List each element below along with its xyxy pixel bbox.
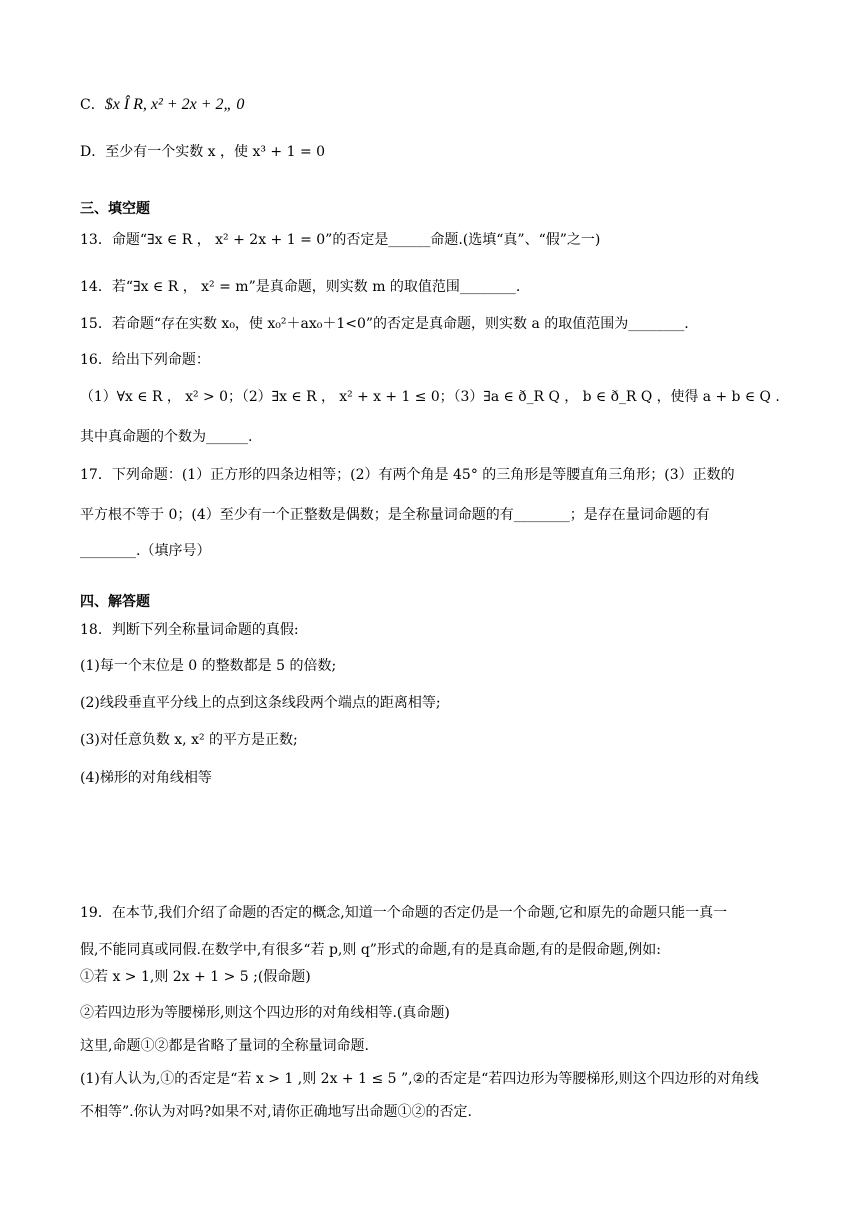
question-19-part1-line2: 不相等”.你认为对吗?如果不对,请你正确地写出命题①②的否定. (80, 1104, 473, 1120)
question-19-line1: 19．在本节,我们介绍了命题的否定的概念,知道一个命题的否定仍是一个命题,它和原先的命题只能一真一 (80, 905, 728, 921)
option-c-math: $x Î R, x² + 2x + 2„ 0 (104, 96, 245, 113)
question-16-ask: 其中真命题的个数为______. (80, 429, 253, 445)
question-18-part4: (4)梯形的对角线相等 (80, 770, 212, 786)
question-16-items: （1）∀x ∈ R ， x² > 0；（2）∃x ∈ R ， x² + x + 1 ≤ 0；（3）∃a ∈ ð_R Q ， b ∈ ð_R Q ，使得 a + b ∈ Q . (80, 389, 780, 405)
option-d: D．至少有一个实数 x ，使 x³ + 1 = 0 (80, 144, 326, 160)
section-fill-in-heading: 三、填空题 (80, 201, 150, 217)
question-19-example2: ②若四边形为等腰梯形,则这个四边形的对角线相等.(真命题) (80, 1005, 450, 1021)
question-19-note: 这里,命题①②都是省略了量词的全称量词命题. (80, 1038, 369, 1054)
question-13: 13．命题“∃x ∈ R ， x² + 2x + 1 = 0”的否定是______命题.(选填“真”、“假”之一) (80, 232, 601, 248)
question-18-part3: (3)对任意负数 x, x² 的平方是正数; (80, 732, 298, 748)
question-17-line2: 平方根不等于 0；(4）至少有一个正整数是偶数；是全称量词命题的有________；是存在量词命题的有 (80, 507, 710, 523)
question-14: 14．若“∃x ∈ R ， x² = m”是真命题，则实数 m 的取值范围________. (80, 279, 521, 295)
question-18-part2: (2)线段垂直平分线上的点到这条线段两个端点的距离相等; (80, 695, 441, 711)
question-17-line3: ________.（填序号） (80, 543, 211, 559)
option-c (80, 94, 780, 116)
question-19-part1-line1: (1)有人认为,①的否定是“若 x > 1 ,则 2x + 1 ≤ 5 ”,②的否定是“若四边形为等腰梯形,则这个四边形的对角线 (80, 1071, 759, 1087)
question-19-example1: ①若 x > 1,则 2x + 1 > 5 ;(假命题) (80, 969, 311, 985)
question-16-intro: 16．给出下列命题： (80, 352, 210, 368)
question-18-part1: (1)每一个末位是 0 的整数都是 5 的倍数; (80, 658, 337, 674)
question-17-line1: 17．下列命题：(1）正方形的四条边相等；(2）有两个角是 45° 的三角形是等腰直角三角形；(3）正数的 (80, 467, 735, 483)
option-c-label: C． (80, 97, 105, 113)
question-18-stem: 18．判断下列全称量词命题的真假: (80, 622, 299, 638)
question-15: 15．若命题“存在实数 x₀，使 x₀²＋ax₀＋1<0”的否定是真命题，则实数 a 的取值范围为________. (80, 316, 689, 332)
question-19-line2: 假,不能同真或同假.在数学中,有很多“若 p,则 q”形式的命题,有的是真命题,有的是假命题,例如: (80, 942, 662, 958)
section-answer-heading: 四、解答题 (80, 594, 150, 610)
